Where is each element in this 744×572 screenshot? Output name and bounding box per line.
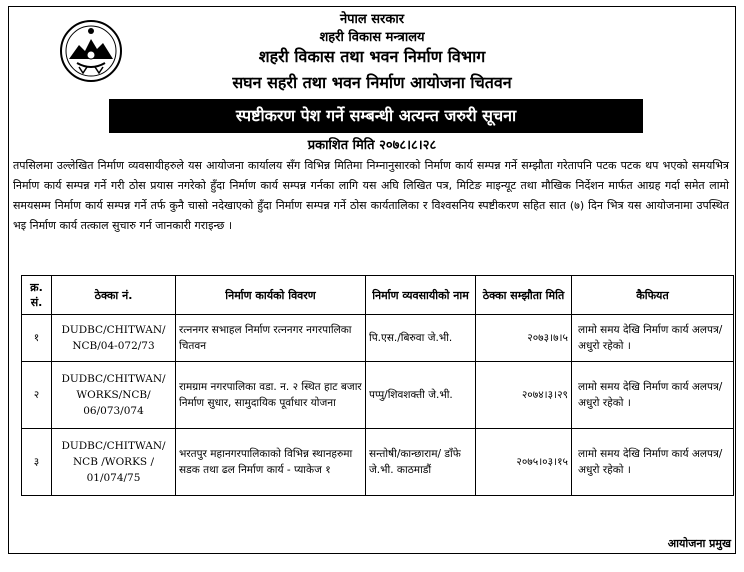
table-row bbox=[22, 315, 734, 362]
cell-contractor: सन्तोषी/कान्छाराम/ डाँफे जे.भी. काठमाडौं bbox=[366, 429, 476, 496]
table-row bbox=[22, 429, 734, 496]
cell-contractor: पि.एस./बिरुवा जे.भी. bbox=[366, 315, 476, 362]
cell-description: रामग्राम नगरपालिका वडा. न. २ स्थित हाट बजार निर्माण सुधार, सामुदायिक पूर्वाधार योजना bbox=[176, 362, 366, 429]
cell-sn: १ bbox=[22, 315, 52, 362]
cell-date: २०७५।०३।१५ bbox=[476, 429, 572, 496]
contracts-table bbox=[21, 275, 734, 496]
table-header-row bbox=[22, 276, 734, 315]
department-name: शहरी विकास तथा भवन निर्माण विभाग bbox=[258, 47, 486, 66]
col-header-date: ठेक्का सम्झौता मिति bbox=[476, 276, 572, 315]
cell-description: भरतपुर महानगरपालिकाको विभिन्न स्थानहरुमा सडक तथा ढल निर्माण कार्य - प्याकेज १ bbox=[176, 429, 366, 496]
cell-remarks: लामो समय देखि निर्माण कार्य अलपत्र/अधुरो रहेको । bbox=[572, 429, 734, 496]
signature-project-chief: आयोजना प्रमुख bbox=[667, 537, 731, 550]
cell-description: रत्ननगर सभाहल निर्माण रत्ननगर नगरपालिका चितवन bbox=[176, 315, 366, 362]
cell-contract: DUDBC/CHITWAN/ NCB/04-072/73 bbox=[52, 315, 176, 362]
published-date: प्रकाशित मिति २०७८।८।२८ bbox=[307, 138, 437, 153]
government-name: नेपाल सरकार bbox=[339, 12, 405, 27]
table-row bbox=[22, 362, 734, 429]
col-header-description: निर्माण कार्यको विवरण bbox=[176, 276, 366, 315]
cell-remarks: लामो समय देखि निर्माण कार्य अलपत्र/अधुरो रहेको । bbox=[572, 362, 734, 429]
col-header-contract: ठेक्का नं. bbox=[52, 276, 176, 315]
col-header-contractor: निर्माण व्यवसायीको नाम bbox=[366, 276, 476, 315]
cell-contract: DUDBC/CHITWAN/ WORKS/NCB/ 06/073/074 bbox=[52, 362, 176, 429]
cell-sn: २ bbox=[22, 362, 52, 429]
project-name: सघन सहरी तथा भवन निर्माण आयोजना चितवन bbox=[232, 73, 512, 92]
cell-contractor: पप्पु/शिवशक्ती जे.भी. bbox=[366, 362, 476, 429]
cell-date: २०७४।३।२९ bbox=[476, 362, 572, 429]
cell-sn: ३ bbox=[22, 429, 52, 496]
ministry-name: शहरी विकास मन्त्रालय bbox=[319, 30, 425, 45]
notice-banner: स्पष्टीकरण पेश गर्ने सम्बन्धी अत्यन्त जरुरी सूचना bbox=[109, 99, 643, 133]
notice-body: तपसिलमा उल्लेखित निर्माण व्यवसायीहरुले यस आयोजना कार्यालय सँग विभिन्न मितिमा निम्नानुसारको निर्माण कार्य सम्पन्न गर्ने सम्झौता गरेतापनि पटक पटक थप भएको समयभित्र निर्माण कार्य सम्पन्न गर्ने गरी ठोस प्रयास नगरेको हुँदा निर्माण कार्य सम्पन्न गर्नका लागि यस अघि लिखित पत्र, मिटिङ माइन्यूट तथा मौखिक निर्देशन मार्फत आग्रह गर्दा समेत लामो समयसम्म निर्माण कार्य सम्पन्न गर्ने तर्फ कुनै चासो नदेखाएको हुँदा निर्माण सम्पन्न गर्ने ठोस कार्यतालिका र विश्वसनिय स्पष्टीकरण सहित सात (७) दिन भित्र यस आयोजनामा उपस्थित भइ निर्माण कार्य तत्काल सुचारु गर्न जानकारी गराइन्छ । bbox=[13, 159, 729, 232]
col-header-remarks: कैफियत bbox=[572, 276, 734, 315]
col-header-sn: क्र. सं. bbox=[22, 276, 52, 315]
cell-contract: DUDBC/CHITWAN/ NCB /WORKS / 01/074/75 bbox=[52, 429, 176, 496]
cell-remarks: लामो समय देखि निर्माण कार्य अलपत्र/अधुरो रहेको । bbox=[572, 315, 734, 362]
cell-date: २०७३।७।५ bbox=[476, 315, 572, 362]
notice bbox=[8, 6, 736, 554]
